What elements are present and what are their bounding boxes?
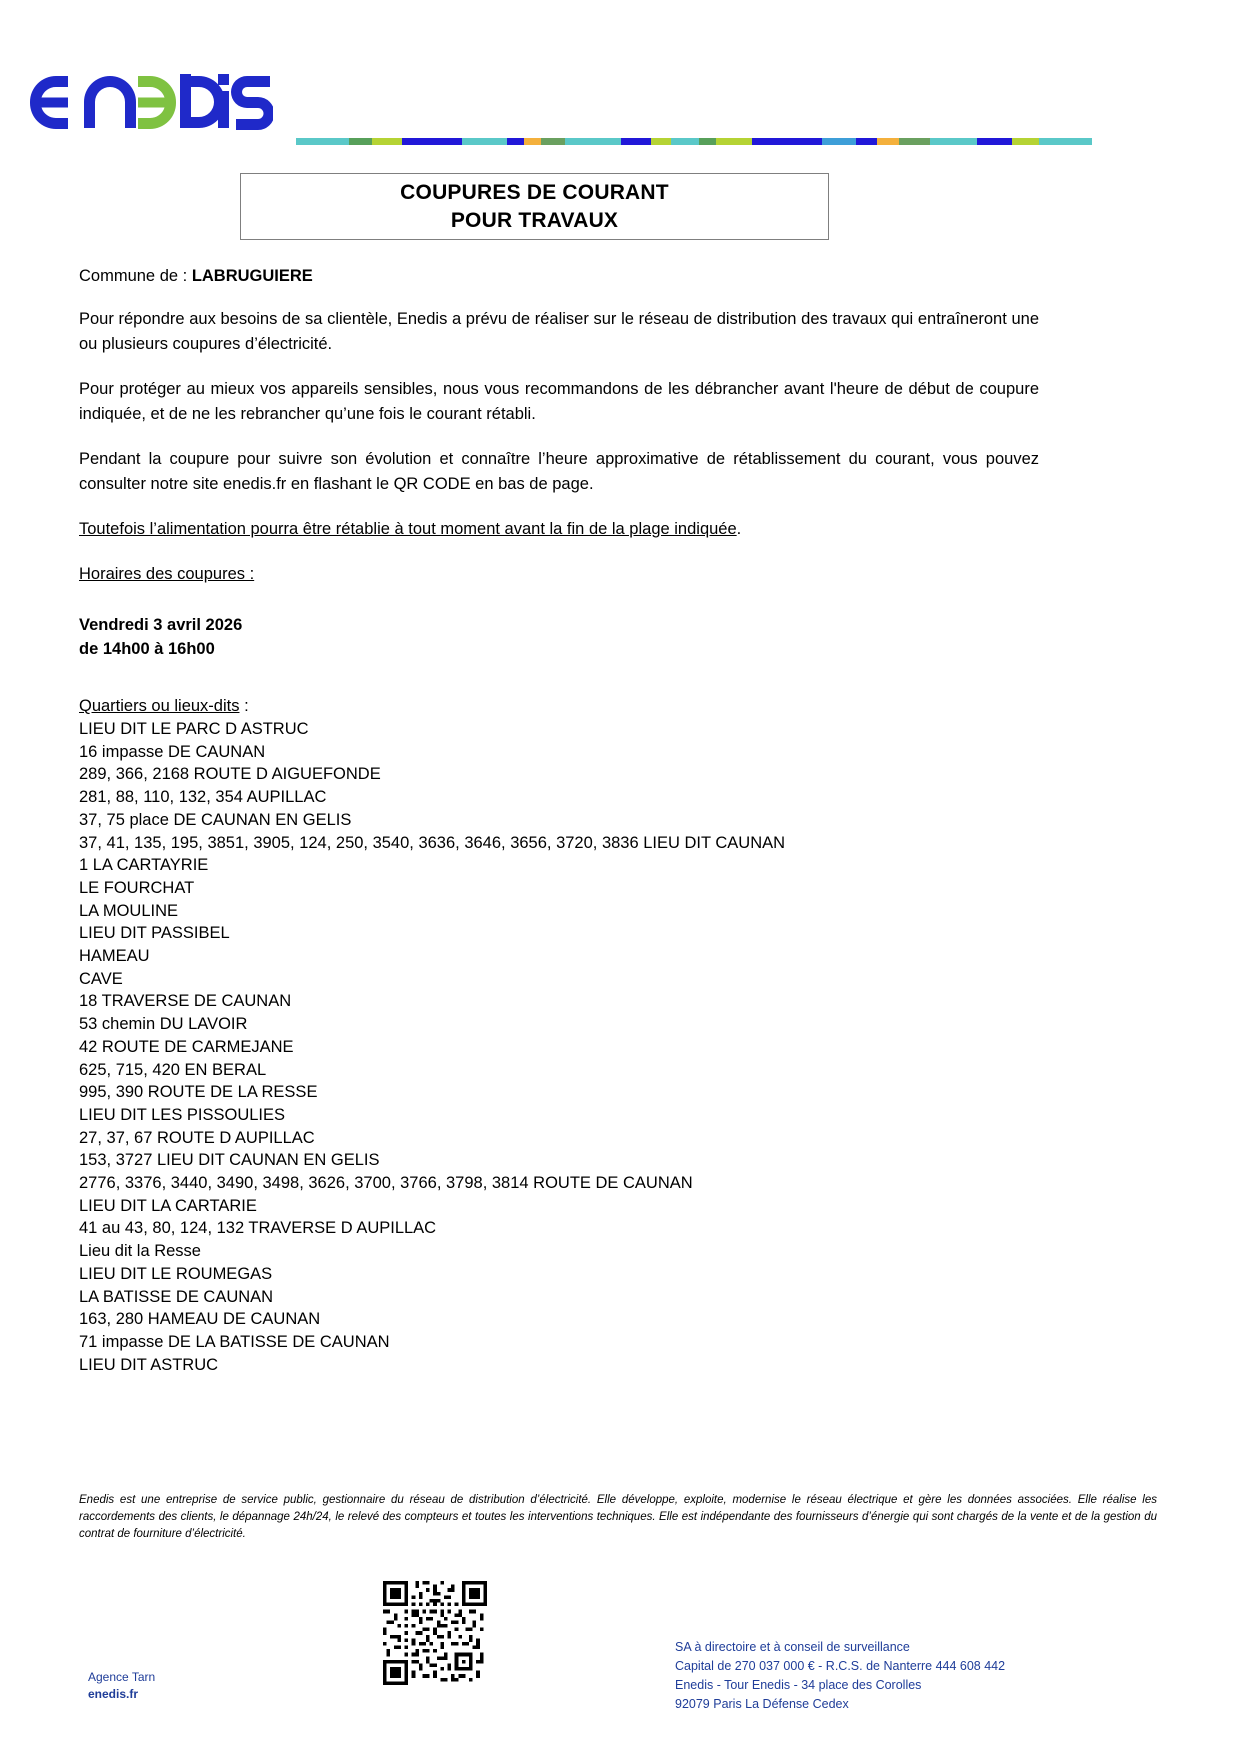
schedule-time: de 14h00 à 16h00	[79, 640, 215, 658]
color-bar-segment-2	[372, 138, 402, 145]
color-bar-segment-16	[856, 138, 877, 145]
list-item: LIEU DIT LE PARC D ASTRUC	[79, 720, 309, 738]
schedule-date: Vendredi 3 avril 2026	[79, 616, 243, 634]
color-bar-segment-3	[402, 138, 462, 145]
list-item: 71 impasse DE LA BATISSE DE CAUNAN	[79, 1332, 390, 1351]
enedis-logo-icon	[28, 74, 273, 130]
list-item: LE FOURCHAT	[79, 878, 195, 897]
list-item: 18 TRAVERSE DE CAUNAN	[79, 992, 292, 1011]
list-item: Lieu dit la Resse	[79, 1242, 201, 1261]
quartiers-list	[79, 718, 1039, 1376]
paragraph-1: Pour répondre aux besoins de sa clientèle, Enedis a prévu de réaliser sur le réseau de distribution des travaux qui entraîneront une ou plusieurs coupures d’électricité.	[79, 310, 1039, 353]
company-legal-address	[675, 1638, 1005, 1714]
list-item: 41 au 43, 80, 124, 132 TRAVERSE D AUPILLAC	[79, 1219, 437, 1238]
color-bar-segment-14	[752, 138, 821, 145]
title-line-1: COUPURES DE COURANT	[400, 180, 669, 204]
list-item: 2776, 3376, 3440, 3490, 3498, 3626, 3700, 3766, 3798, 3814 ROUTE DE CAUNAN	[79, 1174, 693, 1193]
list-item: LA BATISSE DE CAUNAN	[79, 1287, 274, 1306]
document-body	[79, 265, 1039, 1376]
paragraph-2: Pour protéger au mieux vos appareils sensibles, nous vous recommandons de les débrancher avant l'heure de début de coupure indiquée, et de ne les rebrancher qu’une fois le courant rétabli.	[79, 380, 1039, 423]
quartiers-heading	[79, 695, 1039, 718]
color-bar-segment-0	[296, 138, 349, 145]
agency-name: Agence Tarn	[88, 1670, 156, 1684]
color-bar-segment-15	[822, 138, 857, 145]
agency-info	[88, 1669, 155, 1703]
color-bar-segment-5	[507, 138, 524, 145]
color-bar-segment-9	[621, 138, 651, 145]
list-item: 37, 75 place DE CAUNAN EN GELIS	[79, 810, 352, 829]
list-item: 281, 88, 110, 132, 354 AUPILLAC	[79, 788, 327, 807]
list-item: 42 ROUTE DE CARMEJANE	[79, 1037, 294, 1056]
qr-code[interactable]	[383, 1581, 487, 1685]
schedule-block	[79, 613, 1039, 661]
list-item: 37, 41, 135, 195, 3851, 3905, 124, 250, 3540, 3636, 3646, 3656, 3720, 3836 LIEU DIT CAUNAN	[79, 833, 786, 852]
list-item: CAVE	[79, 969, 123, 988]
commune-label: Commune de :	[79, 267, 192, 285]
page-header	[0, 0, 1241, 160]
list-item: 1 LA CARTAYRIE	[79, 856, 209, 875]
color-bar-segment-7	[541, 138, 565, 145]
company-address-line: 92079 Paris La Défense Cedex	[675, 1697, 849, 1711]
company-address-line: Enedis - Tour Enedis - 34 place des Corolles	[675, 1678, 922, 1692]
list-item: LA MOULINE	[79, 901, 179, 920]
color-bar-segment-20	[977, 138, 1012, 145]
schedule-heading	[79, 562, 1039, 587]
list-item: 995, 390 ROUTE DE LA RESSE	[79, 1083, 318, 1102]
quartiers-heading-suffix: :	[239, 697, 249, 715]
list-item: LIEU DIT LE ROUMEGAS	[79, 1264, 273, 1283]
list-item: LIEU DIT PASSIBEL	[79, 924, 230, 943]
paragraph-3: Pendant la coupure pour suivre son évolution et connaître l’heure approximative de rétablissement du courant, vous pouvez consulter notre site enedis.fr en flashant le QR CODE en bas de page.	[79, 450, 1039, 493]
color-bar-segment-13	[716, 138, 752, 145]
notice-line	[79, 517, 1039, 542]
document-title-box	[240, 173, 829, 240]
color-bar-segment-4	[462, 138, 507, 145]
list-item: 53 chemin DU LAVOIR	[79, 1015, 248, 1034]
list-item: 289, 366, 2168 ROUTE D AIGUEFONDE	[79, 765, 381, 784]
commune-line	[79, 265, 1039, 287]
list-item: 163, 280 HAMEAU DE CAUNAN	[79, 1310, 321, 1329]
company-address-line: Capital de 270 037 000 € - R.C.S. de Nanterre 444 608 442	[675, 1659, 1006, 1673]
company-address-line: SA à directoire et à conseil de surveillance	[675, 1640, 910, 1654]
qr-code-icon	[383, 1581, 487, 1685]
list-item: 16 impasse DE CAUNAN	[79, 742, 266, 761]
list-item: 625, 715, 420 EN BERAL	[79, 1060, 267, 1079]
list-item: 153, 3727 LIEU DIT CAUNAN EN GELIS	[79, 1151, 380, 1170]
commune-name: LABRUGUIERE	[191, 267, 313, 285]
agency-website[interactable]: enedis.fr	[88, 1687, 139, 1701]
list-item: HAMEAU	[79, 947, 150, 966]
color-bar-segment-11	[671, 138, 700, 145]
enedis-logo	[28, 74, 273, 130]
footer-legal-text: Enedis est une entreprise de service public, gestionnaire du réseau de distribution d’électricité. Elle développe, exploite, modernise le réseau électrique et gère les données associées. Elle réalise les raccordements des clients, le dépannage 24h/24, le relevé des compteurs et toutes les interventions techniques. Elle est indépendante des fournisseurs d’énergie qui sont chargés de la vente et de la gestion du contrat de fourniture d’électricité.	[79, 1494, 1157, 1540]
list-item: LIEU DIT LES PISSOULIES	[79, 1105, 286, 1124]
color-bar-segment-1	[349, 138, 372, 145]
color-bar-segment-19	[930, 138, 977, 145]
schedule-heading-text: Horaires des coupures :	[79, 565, 255, 583]
title-line-2: POUR TRAVAUX	[450, 208, 619, 232]
list-item: LIEU DIT LA CARTARIE	[79, 1196, 257, 1215]
color-bar-segment-6	[524, 138, 541, 145]
color-bar-segment-8	[565, 138, 621, 145]
color-bar-segment-18	[899, 138, 931, 145]
notice-trailing: .	[736, 520, 742, 538]
list-item: 27, 37, 67 ROUTE D AUPILLAC	[79, 1128, 315, 1147]
color-bar-segment-12	[699, 138, 716, 145]
color-bar-segment-22	[1039, 138, 1092, 145]
quartiers-heading-text: Quartiers ou lieux-dits	[79, 697, 240, 715]
color-bar-segment-21	[1012, 138, 1039, 145]
notice-underlined-text: Toutefois l’alimentation pourra être rétablie à tout moment avant la fin de la plage indiquée	[79, 520, 737, 538]
list-item: LIEU DIT ASTRUC	[79, 1355, 219, 1374]
color-bar-segment-10	[651, 138, 671, 145]
color-bar-segment-17	[877, 138, 898, 145]
brand-color-bar	[296, 138, 1092, 145]
